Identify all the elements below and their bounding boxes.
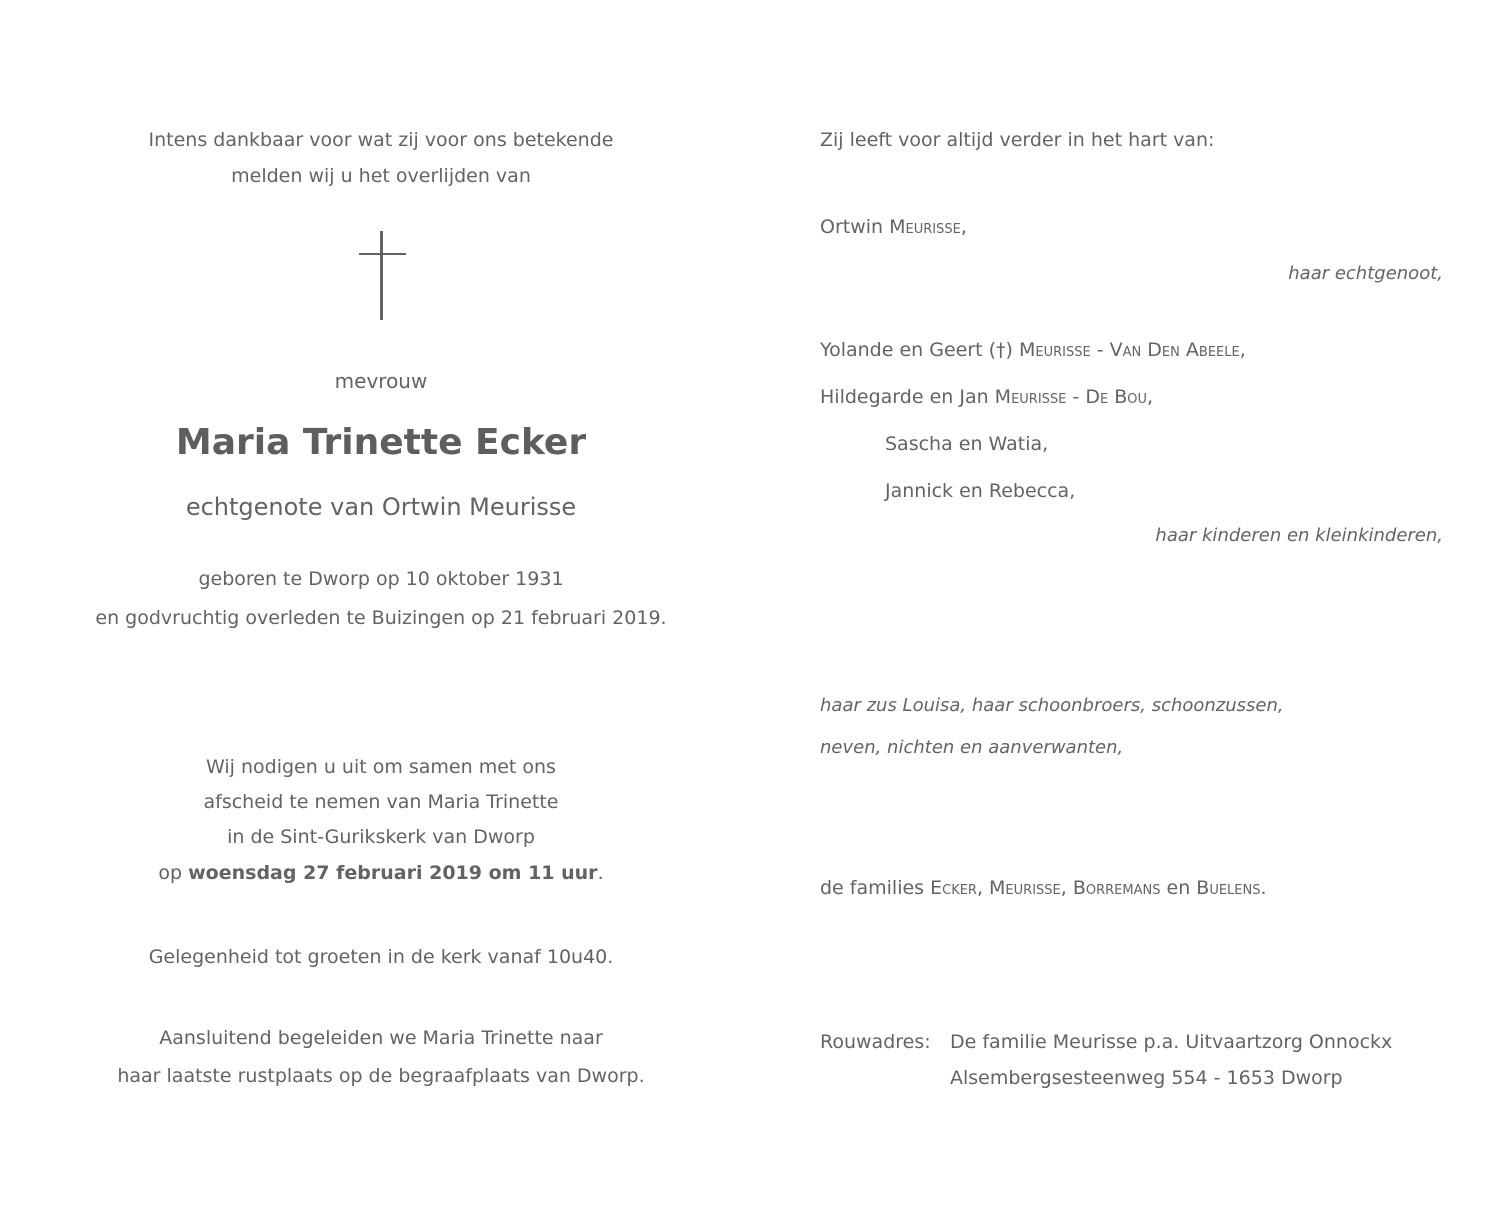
invite-line-4-prefix: op — [158, 862, 189, 884]
families-last: Buelens — [1196, 877, 1261, 899]
child-1-surnames: Meurisse - Van Den Abeele — [1019, 339, 1240, 361]
spouse-first-name: Ortwin — [820, 216, 890, 238]
died-line: en godvruchtig overleden te Buizingen op 21 februari 2019. — [95, 607, 667, 629]
families-and: en — [1160, 877, 1197, 899]
child-entry-2 — [820, 386, 1153, 408]
spouse-entry — [820, 216, 967, 238]
burial-line-2: haar laatste rustplaats op de begraafplaats van Dworp. — [117, 1065, 645, 1087]
invite-line-2: afscheid te nemen van Maria Trinette — [203, 791, 559, 813]
child-entry-1 — [820, 339, 1246, 361]
families-names: Ecker, Meurisse, Borremans — [930, 877, 1161, 899]
spouse-surname: Meurisse — [889, 216, 961, 238]
child-1-comma: , — [1239, 339, 1246, 361]
salutation: mevrouw — [334, 369, 428, 393]
address-label: Rouwadres: — [820, 1031, 931, 1053]
spouse-line: echtgenote van Ortwin Meurisse — [185, 493, 577, 521]
burial-line-1: Aansluitend begeleiden we Maria Trinette naar — [159, 1027, 603, 1049]
child-2-names: Hildegarde en Jan — [820, 386, 995, 408]
relatives-line-1: haar zus Louisa, haar schoonbroers, schoonzussen, — [820, 695, 1284, 716]
born-line: geboren te Dworp op 10 oktober 1931 — [198, 568, 564, 590]
spouse-role: haar echtgenoot, — [1288, 263, 1443, 284]
deceased-name: Maria Trinette Ecker — [175, 422, 587, 463]
invite-line-1: Wij nodigen u uit om samen met ons — [206, 756, 556, 778]
invite-line-4-suffix: . — [597, 862, 604, 884]
invite-line-3: in de Sint-Gurikskerk van Dworp — [227, 826, 535, 848]
ceremony-datetime: woensdag 27 februari 2019 om 11 uur — [188, 862, 598, 884]
child-1-names: Yolande en Geert (†) — [820, 339, 1019, 361]
right-heading: Zij leeft voor altijd verder in het hart van: — [820, 129, 1215, 151]
spouse-comma: , — [960, 216, 967, 238]
relatives-line-2: neven, nichten en aanverwanten, — [820, 737, 1124, 758]
families-prefix: de families — [820, 877, 931, 899]
intro-line-1: Intens dankbaar voor wat zij voor ons betekende — [148, 129, 614, 151]
grandchild-entry-1: Sascha en Watia, — [885, 433, 1049, 455]
child-2-surnames: Meurisse - De Bou — [994, 386, 1147, 408]
families-line — [820, 877, 1267, 899]
address-line-1: De familie Meurisse p.a. Uitvaartzorg Onnockx — [950, 1031, 1393, 1053]
child-2-comma: , — [1146, 386, 1154, 408]
greeting-line: Gelegenheid tot groeten in de kerk vanaf 10u40. — [148, 946, 614, 968]
cross-icon — [359, 231, 406, 320]
intro-line-2: melden wij u het overlijden van — [231, 165, 531, 187]
children-role: haar kinderen en kleinkinderen, — [1155, 525, 1443, 546]
grandchild-entry-2: Jannick en Rebecca, — [885, 480, 1076, 502]
invite-line-4 — [0, 862, 762, 884]
families-suffix: . — [1260, 877, 1267, 899]
address-line-2: Alsembergsesteenweg 554 - 1653 Dworp — [950, 1067, 1343, 1089]
